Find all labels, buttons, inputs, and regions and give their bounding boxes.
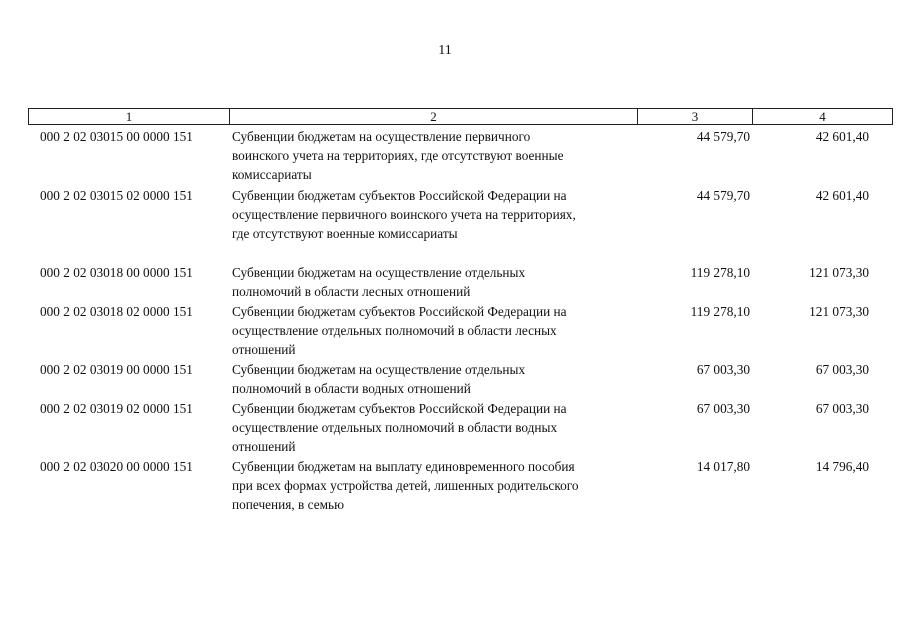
description-line: попечения, в семью [232, 497, 345, 512]
value-column-3: 67 003,30 [696, 401, 750, 416]
column-header-4: 4 [752, 108, 893, 125]
budget-code: 000 2 02 03018 00 0000 151 [40, 265, 193, 280]
value-column-4: 67 003,30 [815, 401, 869, 416]
value-column-3: 44 579,70 [696, 188, 750, 203]
column-header-3: 3 [637, 108, 753, 125]
description-line: Субвенции бюджетам субъектов Российской Федерации на [232, 188, 567, 203]
value-column-4: 121 073,30 [809, 265, 869, 280]
description-line: воинского учета на территориях, где отсутствуют военные [232, 148, 564, 163]
description-line: отношений [232, 439, 296, 454]
row-description [232, 360, 652, 398]
description-line: Субвенции бюджетам на осуществление первичного [232, 129, 531, 144]
value-column-3: 14 017,80 [696, 459, 750, 474]
page-number: 11 [438, 43, 452, 58]
budget-code: 000 2 02 03015 02 0000 151 [40, 188, 193, 203]
description-line: полномочий в области водных отношений [232, 381, 471, 396]
value-column-3: 67 003,30 [696, 362, 750, 377]
description-line: Субвенции бюджетам субъектов Российской Федерации на [232, 401, 567, 416]
column-header-2: 2 [229, 108, 638, 125]
value-column-3: 119 278,10 [690, 265, 750, 280]
value-column-4: 42 601,40 [815, 188, 869, 203]
budget-code: 000 2 02 03015 00 0000 151 [40, 129, 193, 144]
description-line: Субвенции бюджетам субъектов Российской Федерации на [232, 304, 567, 319]
row-description [232, 186, 652, 243]
description-line: Субвенции бюджетам на осуществление отдельных [232, 265, 526, 280]
row-description [232, 399, 652, 456]
value-column-4: 67 003,30 [815, 362, 869, 377]
description-line: отношений [232, 342, 296, 357]
row-description [232, 457, 652, 514]
description-line: комиссариаты [232, 167, 312, 182]
row-description [232, 127, 652, 184]
column-header-1: 1 [28, 108, 230, 125]
description-line: при всех формах устройства детей, лишенных родительского [232, 478, 579, 493]
budget-code: 000 2 02 03018 02 0000 151 [40, 304, 193, 319]
row-description [232, 302, 652, 359]
budget-code: 000 2 02 03020 00 0000 151 [40, 459, 193, 474]
description-line: осуществление первичного воинского учета на территориях, [232, 207, 576, 222]
value-column-3: 119 278,10 [690, 304, 750, 319]
description-line: осуществление отдельных полномочий в области лесных [232, 323, 557, 338]
description-line: Субвенции бюджетам на выплату единовременного пособия [232, 459, 575, 474]
description-line: Субвенции бюджетам на осуществление отдельных [232, 362, 526, 377]
value-column-4: 121 073,30 [809, 304, 869, 319]
budget-code: 000 2 02 03019 00 0000 151 [40, 362, 193, 377]
row-description [232, 263, 652, 301]
value-column-4: 42 601,40 [815, 129, 869, 144]
budget-code: 000 2 02 03019 02 0000 151 [40, 401, 193, 416]
description-line: осуществление отдельных полномочий в области водных [232, 420, 558, 435]
description-line: полномочий в области лесных отношений [232, 284, 471, 299]
value-column-4: 14 796,40 [815, 459, 869, 474]
description-line: где отсутствуют военные комиссариаты [232, 226, 458, 241]
value-column-3: 44 579,70 [696, 129, 750, 144]
